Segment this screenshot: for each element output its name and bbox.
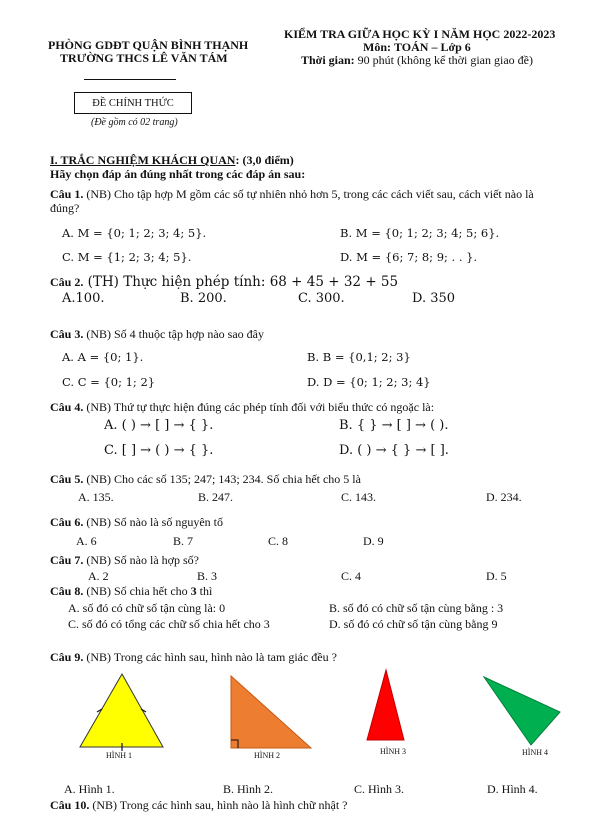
question-8 — [50, 584, 212, 599]
q3-option-a[interactable]: A. A = {0; 1}. — [62, 350, 144, 364]
q5-option-b[interactable]: B. 247. — [198, 490, 234, 504]
question-text: (TH) Thực hiện phép tính: 68 + 45 + 32 + 55 — [83, 274, 399, 290]
question-number: Câu 3. — [50, 327, 84, 341]
q4-option-b[interactable]: B. { } → [ ] → ( ). — [339, 418, 449, 433]
q8-option-b[interactable]: B. số đó có chữ số tận cùng bằng : 3 — [329, 601, 504, 615]
q4-option-a[interactable]: A. ( ) → [ ] → { }. — [104, 418, 214, 433]
question-number: Câu 10. — [50, 798, 90, 812]
question-number: Câu 9. — [50, 650, 84, 664]
question-number: Câu 4. — [50, 400, 84, 414]
time-label: Thời gian: — [301, 53, 355, 67]
q5-option-c[interactable]: C. 143. — [341, 490, 377, 504]
question-number: Câu 1. — [50, 187, 84, 201]
question-text: (NB) Số nào là số nguyên tố — [83, 515, 223, 529]
q5-option-a[interactable]: A. 135. — [78, 490, 114, 504]
figure-2-triangle[interactable] — [231, 676, 311, 748]
question-emphasis: 3 — [190, 584, 197, 598]
question-text: (NB) Số nào là hợp số? — [83, 553, 200, 567]
question-number: Câu 6. — [50, 515, 84, 529]
q6-option-a[interactable]: A. 6 — [76, 534, 97, 548]
question-number: Câu 2. — [50, 275, 84, 289]
header-divider — [84, 79, 176, 80]
section-title: I. TRẮC NGHIỆM KHÁCH QUAN — [50, 153, 236, 167]
official-stamp-box: ĐỀ CHÍNH THỨC — [74, 92, 192, 114]
subject-value: TOÁN – Lớp 6 — [394, 40, 471, 54]
q3-option-d[interactable]: D. D = {0; 1; 2; 3; 4} — [307, 375, 431, 389]
question-text: (NB) Thứ tự thực hiện đúng các phép tính đối với biểu thức có ngoặc là: — [83, 400, 435, 414]
q1-option-c[interactable]: C. M = {1; 2; 3; 4; 5}. — [62, 250, 192, 264]
question-text: (NB) Trong các hình sau, hình nào là tam giác đều ? — [83, 650, 337, 664]
q8-option-c[interactable]: C. số đó có tổng các chữ số chia hết cho 3 — [68, 617, 270, 631]
question-number: Câu 8. — [50, 584, 84, 598]
question-7 — [50, 553, 199, 568]
section-heading — [50, 153, 294, 168]
q9-option-a[interactable]: A. Hình 1. — [64, 782, 115, 796]
question-3 — [50, 327, 264, 342]
question-text-end: thì — [196, 584, 213, 598]
exam-title: KIỂM TRA GIỮA HỌC KỲ I NĂM HỌC 2022-2023 — [284, 27, 556, 41]
question-text: (NB) Trong các hình sau, hình nào là hình chữ nhật ? — [89, 798, 348, 812]
figure-2-label: HÌNH 2 — [254, 751, 280, 760]
q7-option-d[interactable]: D. 5 — [486, 569, 507, 583]
figure-4-triangle[interactable] — [484, 677, 560, 745]
q7-option-c[interactable]: C. 4 — [341, 569, 362, 583]
question-4 — [50, 400, 434, 415]
q8-option-a[interactable]: A. số đó có chữ số tận cùng là: 0 — [68, 601, 226, 615]
q1-option-a[interactable]: A. M = {0; 1; 2; 3; 4; 5}. — [62, 226, 207, 240]
subject-label: Môn: — [363, 40, 391, 54]
question-10 — [50, 798, 347, 813]
page-count-note: (Đề gồm có 02 trang) — [91, 117, 178, 128]
q3-option-b[interactable]: B. B = {0,1; 2; 3} — [307, 350, 411, 364]
section-points: : (3,0 điểm) — [235, 153, 294, 167]
question-1 — [50, 187, 534, 202]
q2-option-b[interactable]: B. 200. — [180, 291, 227, 306]
q4-option-c[interactable]: C. [ ] → ( ) → { }. — [104, 443, 214, 458]
q7-option-a[interactable]: A. 2 — [88, 569, 109, 583]
triangle-figures — [0, 660, 591, 770]
question-6 — [50, 515, 223, 530]
q9-option-b[interactable]: B. Hình 2. — [223, 782, 274, 796]
q7-option-b[interactable]: B. 3 — [197, 569, 218, 583]
section-instruction: Hãy chọn đáp án đúng nhất trong các đáp án sau: — [50, 167, 306, 181]
q6-option-c[interactable]: C. 8 — [268, 534, 289, 548]
figure-1-triangle[interactable] — [80, 674, 163, 747]
q2-option-a[interactable]: A.100. — [62, 291, 105, 306]
q2-option-c[interactable]: C. 300. — [298, 291, 345, 306]
school-name: TRƯỜNG THCS LÊ VĂN TÁM — [60, 51, 228, 65]
q9-option-d[interactable]: D. Hình 4. — [487, 782, 538, 796]
q6-option-b[interactable]: B. 7 — [173, 534, 194, 548]
figure-1-label: HÌNH 1 — [106, 751, 132, 760]
department-name: PHÒNG GDĐT QUẬN BÌNH THẠNH — [48, 38, 249, 52]
question-text: (NB) Số 4 thuộc tập hợp nào sao đây — [83, 327, 264, 341]
q3-option-c[interactable]: C. C = {0; 1; 2} — [62, 375, 156, 389]
question-1-continued: đúng? — [50, 201, 80, 215]
time-line — [301, 53, 533, 68]
q2-option-d[interactable]: D. 350 — [412, 291, 456, 306]
time-value: 90 phút (không kể thời gian giao đề) — [357, 53, 533, 67]
question-text: (NB) Cho các số 135; 247; 143; 234. Số chia hết cho 5 là — [83, 472, 361, 486]
q8-option-d[interactable]: D. số đó có chữ số tận cùng bằng 9 — [329, 617, 498, 631]
question-text: (NB) Số chia hết cho — [83, 584, 191, 598]
question-number: Câu 5. — [50, 472, 84, 486]
question-text: (NB) Cho tập hợp M gồm các số tự nhiên nhỏ hơn 5, trong các cách viết sau, cách viết nào là — [83, 187, 534, 201]
q6-option-d[interactable]: D. 9 — [363, 534, 384, 548]
q9-option-c[interactable]: C. Hình 3. — [354, 782, 405, 796]
figure-4-label: HÌNH 4 — [522, 748, 548, 757]
figure-3-triangle[interactable] — [367, 670, 404, 740]
q4-option-d[interactable]: D. ( ) → { } → [ ]. — [339, 443, 449, 458]
q5-option-d[interactable]: D. 234. — [486, 490, 522, 504]
question-2 — [50, 274, 398, 290]
q1-option-b[interactable]: B. M = {0; 1; 2; 3; 4; 5; 6}. — [340, 226, 500, 240]
question-number: Câu 7. — [50, 553, 84, 567]
q1-option-d[interactable]: D. M = {6; 7; 8; 9; . . }. — [340, 250, 478, 264]
figure-3-label: HÌNH 3 — [380, 747, 406, 756]
question-5 — [50, 472, 361, 487]
